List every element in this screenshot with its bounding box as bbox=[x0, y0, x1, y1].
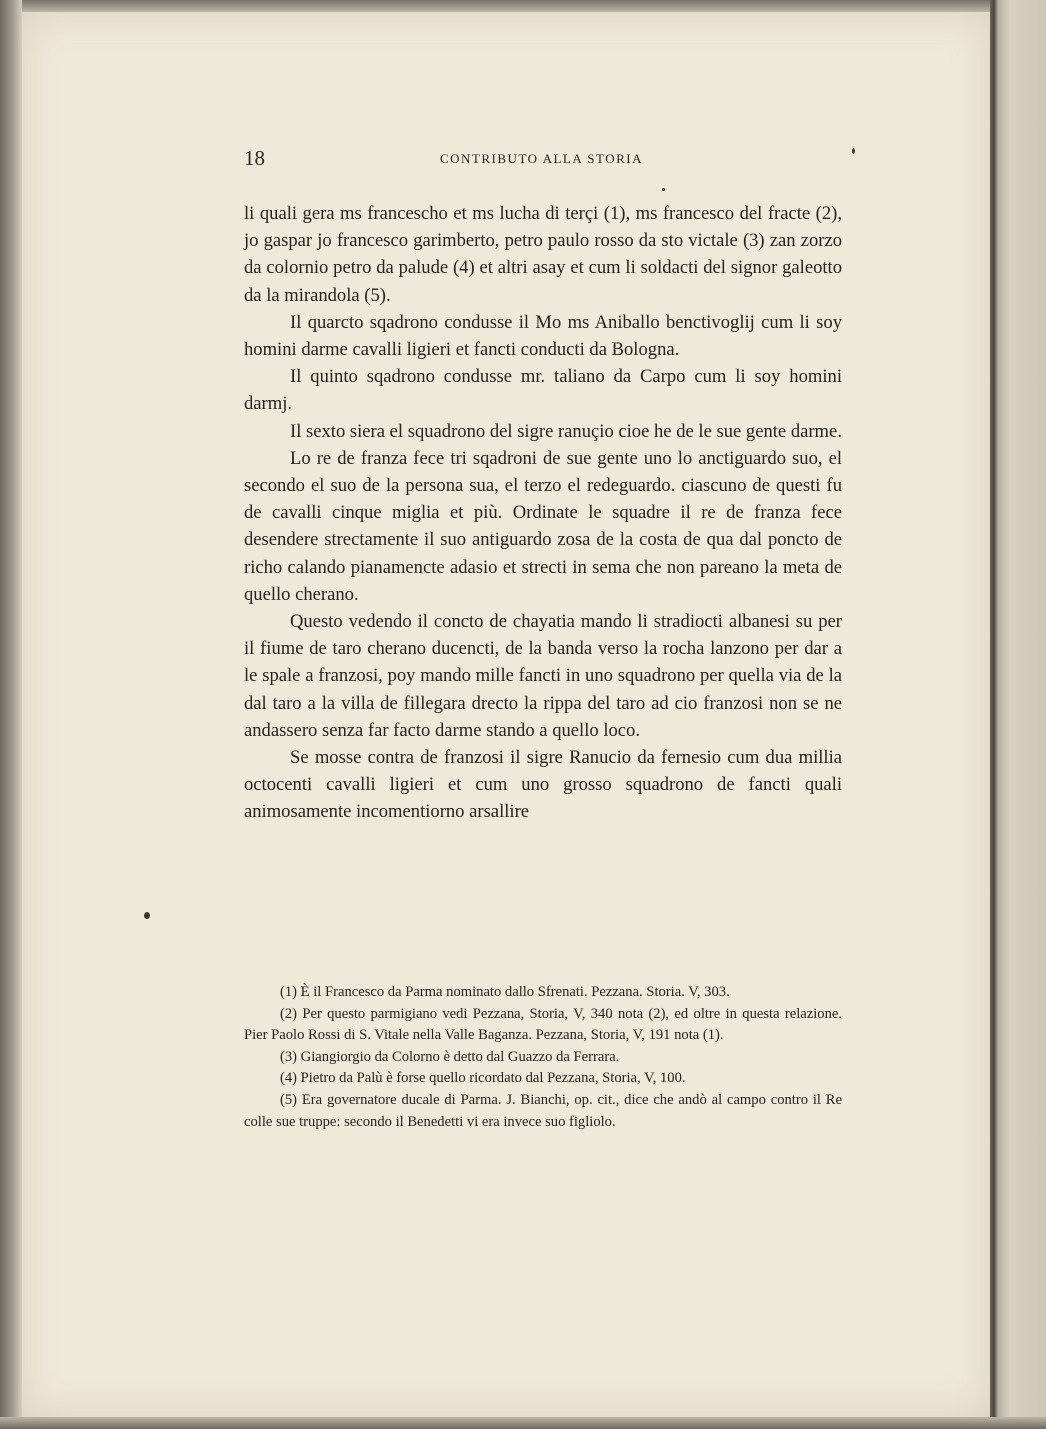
book-binding-left bbox=[0, 0, 22, 1429]
paragraph: li quali gera ms francescho et ms lucha di terçi (1), ms francesco del fracte (2), jo gaspar jo francesco garimberto, petro paulo rosso da sto victale (3) zan zorzo da colornio petro da palude (4) et altri asay et cum li soldacti del signor galeotto da la mirandola (5). bbox=[244, 203, 842, 306]
footnote: (5) Era governatore ducale di Parma. J. Bianchi, op. cit., dice che andò al campo contro il Re colle sue truppe: secondo il Benedetti vi era invece suo figliolo. bbox=[244, 1091, 842, 1130]
page-edge-bottom bbox=[0, 1417, 1046, 1429]
paragraph: Lo re de franza fece tri sqadroni de sue gente uno lo anctiguardo suo, el secondo el suo de la persona sua, el terzo el redeguardo. ciascuno de questi fu de cavalli cinque miglia et più. Ordinate le squadre il re de franza fece desendere strectamente il suo antiguardo zosa de la costa de qua dal poncto de richo calando pianamencte adasio et strecti in sema che non pareano la meta de quello cherano. bbox=[244, 447, 842, 605]
footnote: (3) Giangiorgio da Colorno è detto dal Guazzo da Ferrara. bbox=[280, 1048, 620, 1065]
ink-speck bbox=[144, 912, 150, 919]
book-binding-right bbox=[990, 0, 1046, 1429]
paragraph: Il quarcto sqadrono condusse il Mo ms Aniballo benctivoglij cum li soy homini darme cavalli ligieri et fancti conducti da Bologna. bbox=[244, 311, 842, 361]
footnotes bbox=[244, 982, 842, 1133]
running-title: CONTRIBUTO ALLA STORIA bbox=[440, 151, 643, 166]
ink-speck bbox=[662, 188, 665, 191]
footnote: (2) Per questo parmigiano vedi Pezzana, Storia, V, 340 nota (2), ed oltre in questa relazione. Pier Paolo Rossi di S. Vitale nella Valle Baganza. Pezzana, Storia, V, 191 nota (1). bbox=[244, 1005, 842, 1044]
paragraph: Il quinto sqadrono condusse mr. taliano da Carpo cum li soy homini darmj. bbox=[244, 366, 842, 415]
paragraph: Se mosse contra de franzosi il sigre Ranucio da fernesio cum dua millia octocenti cavalli ligieri et cum uno grosso squadrono de fancti quali animosamente incomentiorno arsallire bbox=[244, 747, 842, 823]
page-edge-top bbox=[0, 0, 1046, 12]
page-number: 18 bbox=[244, 146, 265, 170]
paragraph: Questo vedendo il concto de chayatia mando li stradiocti albanesi su per il fiume de taro cherano ducencti, de la banda verso la rocha lanzono per dar a le spale a franzosi, poy mando mille fancti in uno squadrono per quella via de la dal taro a la villa de fillegara drecto la rippa del taro ad cio franzosi non se ne andassero senza far facto darme stando a quello loco. bbox=[244, 611, 842, 741]
main-text bbox=[244, 200, 842, 826]
paragraph: Il sexto siera el squadrono del sigre ranuçio cioe he de le sue gente darme. bbox=[290, 420, 842, 442]
footnote: (4) Pietro da Palù è forse quello ricordato dal Pezzana, Storia, V, 100. bbox=[280, 1070, 686, 1087]
ink-speck bbox=[852, 148, 855, 154]
footnote: (1) È il Francesco da Parma nominato dallo Sfrenati. Pezzana. Storia. V, 303. bbox=[280, 984, 730, 1000]
